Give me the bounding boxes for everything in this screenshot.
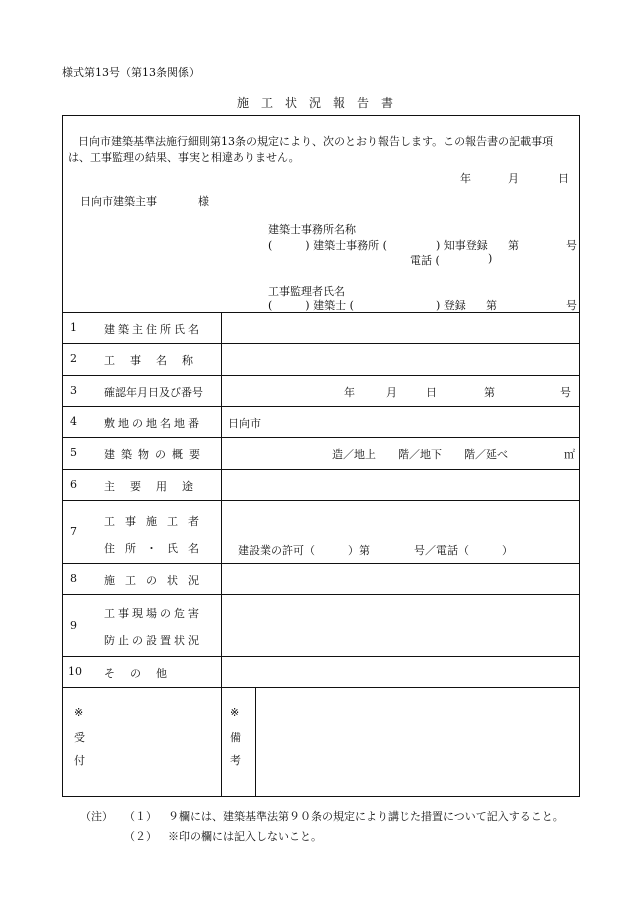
row-label: 確認年月日及び番号 — [104, 386, 203, 399]
confirm-month: 月 — [386, 386, 397, 399]
confirm-go: 号 — [560, 386, 571, 399]
row-divider — [62, 687, 580, 688]
reception-mark: ※ — [74, 706, 84, 719]
row-number: 9 — [70, 619, 77, 632]
supervisor-label: 工事監理者氏名 — [268, 285, 345, 298]
row-number: 5 — [70, 446, 77, 459]
row-label: 工事現場の危害 — [104, 607, 202, 620]
confirm-day: 日 — [426, 386, 437, 399]
note-1-number: （１） — [124, 810, 157, 823]
row-divider — [62, 563, 580, 564]
row-label: 防止の設置状況 — [104, 634, 202, 647]
office-go: 号 — [566, 239, 577, 252]
row-number: 2 — [70, 352, 77, 365]
row-divider — [62, 406, 580, 407]
row-label: そ の 他 — [104, 667, 169, 680]
remarks-mark: ※ — [230, 706, 240, 719]
remarks-char: 備 — [230, 731, 241, 744]
row-divider — [62, 343, 580, 344]
building-summary-value: 造／地上 階／地下 階／延べ — [332, 448, 508, 461]
contractor-license-value: 建設業の許可（ ）第 号／電話（ ） — [238, 544, 513, 557]
tel-label: 電話 ( — [410, 254, 440, 267]
row-label: 住所・氏名 — [104, 542, 209, 555]
notes-prefix: （注） — [80, 810, 113, 823]
row-label: 敷地の地名地番 — [104, 417, 202, 430]
tel-close: ) — [488, 252, 493, 265]
bottom-divider — [221, 687, 222, 797]
intro-line-1: 日向市建築基準法施行細則第13条の規定により、次のとおり報告します。この報告書の記載事項 — [78, 135, 554, 148]
column-divider — [221, 312, 222, 687]
bottom-divider — [255, 687, 256, 797]
form-number: 様式第13号（第13条関係） — [62, 66, 200, 79]
date-year: 年 — [460, 172, 471, 185]
row-label: 工 事 名 称 — [104, 354, 195, 367]
addressee-honorific: 様 — [198, 195, 209, 208]
note-1-text: ９欄には、建築基準法第９０条の規定により講じた措置について記入すること。 — [168, 810, 564, 823]
reception-char: 付 — [74, 754, 85, 767]
row-number: 4 — [70, 415, 77, 428]
office-no: 第 — [508, 239, 519, 252]
office-name-label: 建築士事務所名称 — [268, 223, 356, 236]
row-divider — [62, 656, 580, 657]
date-month: 月 — [508, 172, 519, 185]
addressee: 日向市建築主事 — [80, 195, 157, 208]
row-divider — [62, 437, 580, 438]
area-unit: ㎡ — [564, 448, 575, 461]
reception-char: 受 — [74, 731, 85, 744]
date-day: 日 — [558, 172, 569, 185]
row-label: 建築物の概要 — [104, 448, 206, 461]
confirm-dai: 第 — [484, 386, 495, 399]
row-number: 7 — [70, 525, 77, 538]
intro-line-2: は、工事監理の結果、事実と相違ありません。 — [68, 151, 300, 164]
row-divider — [62, 312, 580, 313]
sup-no: 第 — [486, 299, 497, 312]
row-divider — [62, 500, 580, 501]
sup-go: 号 — [566, 299, 577, 312]
page-title: 施 工 状 況 報 告 書 — [236, 96, 393, 110]
note-2-text: ※印の欄には記入しないこと。 — [168, 830, 322, 843]
row-divider — [62, 594, 580, 595]
row-label: 建築主住所氏名 — [104, 323, 202, 336]
row-divider — [62, 375, 580, 376]
row-label: 工事施工者 — [104, 515, 209, 528]
row-number: 1 — [70, 321, 77, 334]
sup-line-a: ( ) 建築士 ( — [268, 299, 354, 312]
row-number: 3 — [70, 384, 77, 397]
sup-line-b: ) 登録 — [436, 299, 466, 312]
row-number: 6 — [70, 478, 77, 491]
note-2-number: （２） — [124, 830, 157, 843]
confirm-year: 年 — [344, 386, 355, 399]
row-label: 施工の状況 — [104, 574, 209, 587]
remarks-char: 考 — [230, 754, 241, 767]
row-number: 10 — [68, 665, 82, 678]
site-address-value: 日向市 — [228, 417, 261, 430]
office-line-b: ) 知事登録 — [436, 239, 488, 252]
office-line-a: ( ) 建築士事務所 ( — [268, 239, 387, 252]
row-label: 主 要 用 途 — [104, 480, 195, 493]
row-number: 8 — [70, 572, 77, 585]
row-divider — [62, 469, 580, 470]
